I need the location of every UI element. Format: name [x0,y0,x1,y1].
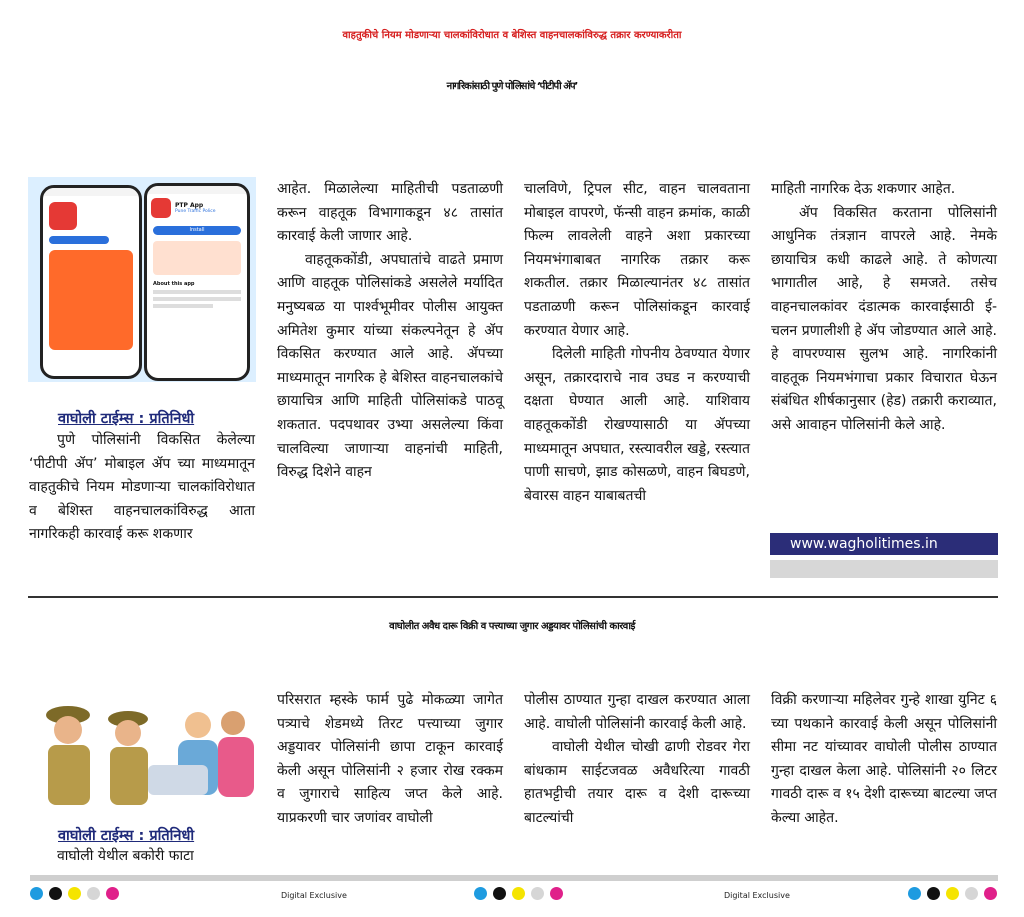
article1-col1 [29,429,255,547]
article2-col4-text: विक्री करणाऱ्या महिलेवर गुन्हे शाखा युनिट ६ च्या पथकाने कारवाई केली असून पोलिसांनी सीमा नट यांच्यावर वाघोली पोलीस ठाण्यात गुन्हा दाखल केला आहे. पोलिसांनी २० लिटर गावठी दारू व १५ देशी दारूच्या बाटल्या जप्त केल्या आहेत. [771,692,997,826]
grey-divider-bar [770,560,998,578]
article2-col1-text: वाघोली येथील बकोरी फाटा [57,848,194,864]
main-headline: नागरिकांसाठी पुणे पोलिसांचे ‘पीटीपी ॲप’ [446,81,578,92]
app-title: PTP App [175,202,204,209]
article1-col4-p2: ॲप विकसित करताना पोलिसांनी आधुनिक तंत्रज्ञान वापरले आहे. नेमके छायाचित्र कधी काढले आहे. ते कोणत्या भागातील आहे, हे समजते. तसेच वाहनचालकांवर दंडात्मक कारवाईसाठी ई-चलन प्रणालीशी हे ॲप जोडण्यात आले आहे. हे वापरण्यास सुलभ आहे. नागरिकांनी वाहतूक नियमभंगाचा प्रकार विचारात घेऊन संबंधित शीर्षकानुसार (हेड) तक्रारी कराव्यात, असे आवाहन पोलिसांनी केले आहे. [771,204,997,433]
ptp-app-icon [151,198,171,218]
kicker-line: वाहतुकीचे नियम मोडणाऱ्या चालकांविरोधात व बेशिस्त वाहनचालकांविरुद्ध तक्रार करण्याकरीता [342,30,682,41]
article2-col2-text: परिसरात म्हस्के फार्म पुढे मोकळ्या जागेत पत्र्याचे शेडमध्ये तिरट पत्त्याच्या जुगार अड्डयावर पोलिसांनी छापा टाकून कारवाई केली असून पोलिसांनी २ हजार रोख रक्कम व जुगाराचे साहित्य जप्त केले आहे. याप्रकरणी चार जणांवर वाघोली [277,692,503,826]
article1-col2-p1: आहेत. मिळालेल्या माहितीची पडताळणी करून वाहतूक विभागाकडून ४८ तासांत कारवाई केली जाणार आहे. [277,181,503,245]
article1-col3-p2: दिलेली माहिती गोपनीय ठेवण्यात येणार असून, तक्रारदाराचे नाव उघड न करण्याची दक्षता घेण्यात आली आहे. याशिवाय वाहतूककोंडी रोखण्यासाठी या ॲपच्या माध्यमातून अपघात, रस्त्यावरील खड्डे, रस्त्यात पाणी साचणे, झाड कोसळणे, वाहन बिघडणे, बेवारस वाहन याबाबतची [524,346,750,504]
article1-col1-text: पुणे पोलिसांनी विकसित केलेल्या ‘पीटीपी ॲप’ मोबाइल ॲप च्या माध्यमातून वाहतुकीचे नियम मोडणाऱ्या चालकांविरोधात व बेशिस्त वाहनचालकांविरुद्ध आता नागरिकही कारवाई करू शकणार [29,432,255,543]
black-dot-icon [493,887,506,900]
article2-col2 [277,689,503,831]
article1-col3-p1: चालविणे, ट्रिपल सीट, वाहन चालवताना मोबाइल वापरणे, फॅन्सी वाहन क्रमांक, काळी फिल्म लावलेली वाहने अशा प्रकारच्या नियमभंगाबाबत नागरिक तक्रार करू शकतील. तक्रार मिळाल्यानंतर ४८ तासांत पडताळणी करून पोलिसांकडून कारवाई करण्यात येणार आहे. [524,181,750,339]
black-dot-icon [927,887,940,900]
phone-right [144,183,250,381]
article1-byline: वाघोली टाईम्स : प्रतिनिधी [58,411,195,427]
article2-col1 [29,845,255,869]
grey-dot-icon [531,887,544,900]
app-subtitle: Pune Traffic Police [175,209,216,214]
cyan-dot-icon [474,887,487,900]
yellow-dot-icon [68,887,81,900]
about-app-label: About this app [153,281,195,287]
digital-exclusive-left: Digital Exclusive [281,891,347,900]
article1-col4-p1: माहिती नागरिक देऊ शकणार आहेत. [771,181,956,197]
second-headline: वाघोलीत अवैध दारू विक्री व पत्त्याच्या जुगार अड्डयावर पोलिसांची कारवाई [389,621,635,632]
cyan-dot-icon [30,887,43,900]
black-dot-icon [49,887,62,900]
install-button: Install [153,226,241,235]
digital-exclusive-right: Digital Exclusive [724,891,790,900]
article2-col4 [771,689,997,831]
yellow-dot-icon [512,887,525,900]
grey-dot-icon [87,887,100,900]
article1-col2-p2: वाहतूककोंडी, अपघातांचे वाढते प्रमाण आणि वाहतूक पोलिसांकडे असलेले मर्यादित मनुष्यबळ या पार्श्वभूमीवर पोलीस आयुक्त अमितेश कुमार यांच्या संकल्पनेतून हे ॲप विकसित करण्यात आले आहे. ॲपच्या माध्यमातून नागरिक हे बेशिस्त वाहनचालकांचे छायाचित्र आणि माहिती पोलिसांकडे पाठवू शकतात. पदपथावर उभ्या असलेल्या किंवा चालविल्या जाणाऱ्या वाहनांची माहिती, विरुद्ध दिशेने वाहन [277,251,503,481]
article2-col3-p2: वाघोली येथील चोखी ढाणी रोडवर गेरा बांधकाम साईटजवळ अवैधरित्या गावठी हातभट्टीची तयार दारू व देशी दारूच्या बाटल्यांची [524,739,750,826]
footer-bar [30,875,998,881]
magenta-dot-icon [550,887,563,900]
section-divider [28,596,998,598]
yellow-dot-icon [946,887,959,900]
app-screenshot-image [28,177,256,382]
article1-col4 [771,178,997,438]
police-cartoon-image [28,695,256,810]
magenta-dot-icon [106,887,119,900]
article2-col3 [524,689,750,831]
article1-col2 [277,178,503,485]
magenta-dot-icon [984,887,997,900]
article2-byline: वाघोली टाईम्स : प्रतिनिधी [58,828,195,844]
article1-col3 [524,178,750,508]
website-url-bar[interactable]: www.wagholitimes.in [770,533,998,555]
cyan-dot-icon [908,887,921,900]
ptp-logo-icon [49,202,77,230]
grey-dot-icon [965,887,978,900]
phone-left [40,185,142,379]
article2-col3-p1: पोलीस ठाण्यात गुन्हा दाखल करण्यात आला आहे. वाघोली पोलिसांनी कारवाई केली आहे. [524,692,750,732]
